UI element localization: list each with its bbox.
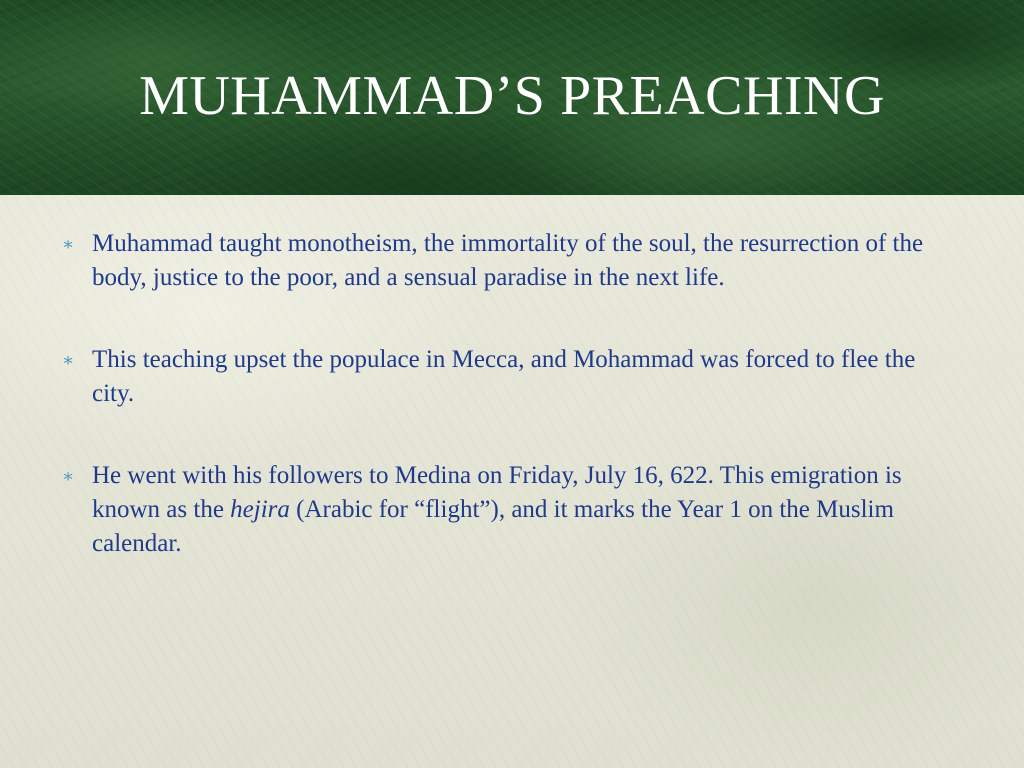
bullet-text: This teaching upset the populace in Mecca, and Mohammad was forced to flee the city. (92, 346, 916, 407)
title-band (0, 0, 1024, 195)
bullet-text-italic-term: hejira (230, 496, 290, 523)
bullet-icon: ∗ (62, 466, 75, 486)
bullet-list (62, 227, 962, 609)
bullet-item (62, 343, 962, 411)
bullet-text-before: He went with his followers to Medina on Friday, July 16, 622. This emigration is known as the (92, 462, 902, 523)
bullet-text: Muhammad taught monotheism, the immortality of the soul, the resurrection of the body, justice to the poor, and a sensual paradise in the next life. (92, 230, 924, 291)
bullet-item (62, 227, 962, 295)
bullet-icon: ∗ (62, 350, 75, 370)
slide-title: MUHAMMAD’S PREACHING (139, 65, 885, 127)
bullet-text-after: (Arabic for “flight”), and it marks the Year 1 on the Muslim calendar. (92, 496, 894, 557)
bullet-item (62, 459, 962, 561)
bullet-text (92, 462, 902, 557)
content-area (0, 195, 1024, 768)
bullet-icon: ∗ (62, 234, 75, 254)
